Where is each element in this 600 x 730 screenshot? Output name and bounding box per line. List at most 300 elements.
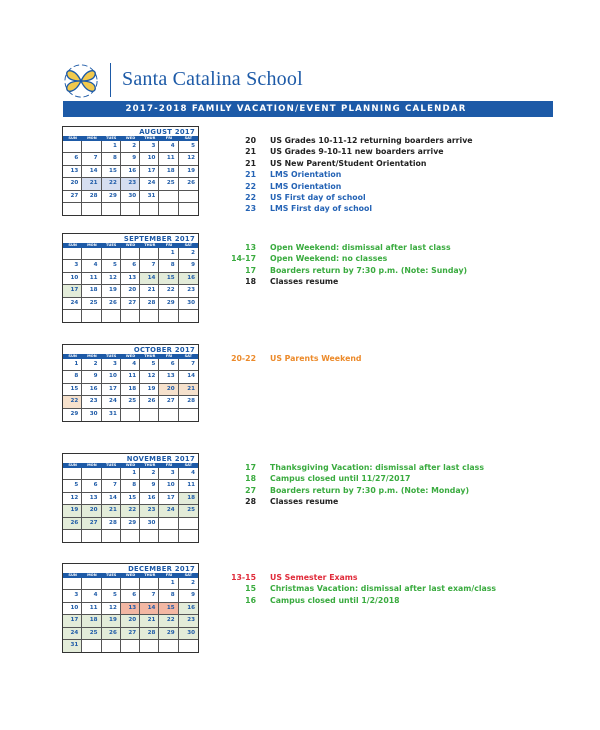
empty-day-cell — [82, 203, 101, 215]
empty-day-cell — [159, 191, 178, 203]
day-cell: 22 — [102, 178, 121, 190]
event-text: Open Weekend: no classes — [270, 254, 388, 264]
event-list — [222, 242, 467, 288]
day-cell: 22 — [121, 505, 140, 517]
day-cell: 14 — [82, 166, 101, 178]
weekday-label: SAT — [184, 573, 193, 577]
day-cell: 21 — [179, 384, 198, 396]
day-cell: 6 — [63, 153, 82, 165]
weekday-label: SAT — [184, 463, 193, 467]
event-item — [222, 353, 362, 364]
empty-day-cell — [159, 203, 178, 215]
day-cell: 23 — [179, 285, 198, 297]
day-cell: 29 — [63, 409, 82, 421]
day-cell: 30 — [121, 191, 140, 203]
day-cell: 9 — [179, 590, 198, 602]
empty-day-cell — [179, 518, 198, 530]
event-date: 13-15 — [231, 573, 256, 582]
event-item — [222, 496, 484, 507]
day-cell: 30 — [179, 298, 198, 310]
day-cell: 19 — [102, 285, 121, 297]
empty-day-cell — [82, 310, 101, 322]
day-cell: 12 — [63, 493, 82, 505]
day-cell: 1 — [102, 141, 121, 153]
calendar-title-banner — [63, 101, 553, 117]
month-calendar — [62, 126, 199, 216]
day-cell: 5 — [140, 359, 159, 371]
day-cell: 30 — [140, 518, 159, 530]
day-cell: 15 — [121, 493, 140, 505]
weekday-label: SUN — [68, 354, 77, 358]
empty-day-cell — [179, 530, 198, 542]
day-cell: 13 — [121, 273, 140, 285]
event-date: 20-22 — [231, 354, 256, 363]
empty-day-cell — [121, 248, 140, 260]
day-cell: 1 — [159, 578, 178, 590]
empty-day-cell — [82, 468, 101, 480]
day-cell: 9 — [140, 480, 159, 492]
day-cell: 4 — [82, 260, 101, 272]
event-item — [222, 146, 473, 157]
event-list — [222, 135, 473, 215]
day-cell: 6 — [121, 590, 140, 602]
day-cell: 11 — [82, 603, 101, 615]
event-text: Campus closed until 1/2/2018 — [270, 595, 400, 605]
empty-day-cell — [121, 310, 140, 322]
day-cell: 7 — [140, 590, 159, 602]
event-date: 22 — [245, 192, 256, 202]
day-cell: 2 — [179, 578, 198, 590]
weekday-label: SAT — [184, 354, 193, 358]
day-cell: 29 — [121, 518, 140, 530]
empty-day-cell — [102, 640, 121, 652]
weekday-label: MON — [87, 354, 97, 358]
day-cell: 19 — [179, 166, 198, 178]
event-item — [222, 583, 496, 594]
day-cell: 21 — [140, 615, 159, 627]
day-cell: 20 — [121, 285, 140, 297]
event-list — [222, 353, 362, 364]
weekday-label: MON — [87, 463, 97, 467]
day-cell: 14 — [140, 603, 159, 615]
month-calendar — [62, 453, 199, 543]
day-cell: 22 — [63, 396, 82, 408]
logo-divider — [110, 63, 111, 97]
day-cell: 29 — [102, 191, 121, 203]
day-cell: 3 — [140, 141, 159, 153]
event-text: Campus closed until 11/27/2017 — [270, 474, 411, 484]
day-grid — [63, 248, 198, 322]
day-cell: 10 — [63, 603, 82, 615]
event-item — [222, 169, 473, 180]
event-item — [222, 485, 484, 496]
day-cell: 7 — [102, 480, 121, 492]
event-date: 22 — [245, 181, 256, 191]
event-date: 18 — [245, 474, 256, 484]
day-cell: 13 — [121, 603, 140, 615]
day-cell: 2 — [140, 468, 159, 480]
event-item — [222, 242, 467, 253]
month-title: DECEMBER 2017 — [128, 565, 195, 573]
event-text: US New Parent/Student Orientation — [270, 158, 427, 168]
day-cell: 21 — [140, 285, 159, 297]
event-date: 21 — [245, 147, 256, 157]
day-cell: 20 — [82, 505, 101, 517]
empty-day-cell — [63, 248, 82, 260]
weekday-label: TUES — [105, 136, 117, 140]
school-name: Santa Catalina School — [122, 68, 303, 90]
empty-day-cell — [159, 409, 178, 421]
event-item — [222, 473, 484, 484]
day-cell: 3 — [102, 359, 121, 371]
weekday-label: SAT — [184, 243, 193, 247]
event-text: Thanksgiving Vacation: dismissal after last class — [270, 463, 484, 472]
day-cell: 14 — [102, 493, 121, 505]
day-cell: 18 — [179, 493, 198, 505]
day-cell: 4 — [121, 359, 140, 371]
day-cell: 16 — [179, 273, 198, 285]
event-item — [222, 572, 496, 583]
day-grid — [63, 141, 198, 215]
day-cell: 1 — [63, 359, 82, 371]
day-cell: 6 — [82, 480, 101, 492]
day-cell: 24 — [63, 628, 82, 640]
event-date: 23 — [245, 204, 256, 214]
day-cell: 20 — [63, 178, 82, 190]
empty-day-cell — [121, 640, 140, 652]
event-text: LMS First day of school — [270, 204, 373, 214]
day-cell: 8 — [159, 260, 178, 272]
day-cell: 22 — [159, 285, 178, 297]
day-cell: 26 — [102, 298, 121, 310]
empty-day-cell — [102, 468, 121, 480]
weekday-label: MON — [87, 573, 97, 577]
day-cell: 24 — [159, 505, 178, 517]
empty-day-cell — [140, 578, 159, 590]
event-item — [222, 203, 473, 214]
day-grid — [63, 578, 198, 652]
weekday-label: SUN — [68, 136, 77, 140]
weekday-label: TUES — [105, 463, 117, 467]
weekday-label: THUR — [144, 573, 156, 577]
event-date: 21 — [245, 158, 256, 168]
day-cell: 12 — [102, 603, 121, 615]
day-cell: 18 — [82, 285, 101, 297]
day-cell: 31 — [63, 640, 82, 652]
weekday-label: THUR — [144, 354, 156, 358]
event-text: Open Weekend: dismissal after last class — [270, 243, 451, 252]
day-cell: 16 — [121, 166, 140, 178]
day-cell: 25 — [179, 505, 198, 517]
day-cell: 30 — [179, 628, 198, 640]
weekday-label: TUES — [105, 354, 117, 358]
weekday-label: WED — [125, 573, 136, 577]
day-cell: 2 — [82, 359, 101, 371]
weekday-label: FRI — [165, 136, 173, 140]
event-date: 17 — [245, 463, 256, 472]
day-cell: 19 — [140, 384, 159, 396]
empty-day-cell — [159, 518, 178, 530]
day-cell: 10 — [159, 480, 178, 492]
empty-day-cell — [102, 248, 121, 260]
empty-day-cell — [63, 141, 82, 153]
empty-day-cell — [121, 530, 140, 542]
empty-day-cell — [121, 578, 140, 590]
event-item — [222, 192, 473, 203]
event-date: 13 — [245, 243, 256, 252]
event-item — [222, 595, 496, 606]
event-item — [222, 276, 467, 287]
empty-day-cell — [140, 310, 159, 322]
empty-day-cell — [140, 409, 159, 421]
day-cell: 4 — [82, 590, 101, 602]
weekday-label: THUR — [144, 136, 156, 140]
day-cell: 15 — [63, 384, 82, 396]
day-cell: 17 — [102, 384, 121, 396]
day-cell: 25 — [82, 298, 101, 310]
day-cell: 6 — [121, 260, 140, 272]
empty-day-cell — [102, 310, 121, 322]
weekday-label: WED — [125, 463, 136, 467]
day-cell: 21 — [82, 178, 101, 190]
empty-day-cell — [82, 248, 101, 260]
weekday-label: SUN — [68, 463, 77, 467]
empty-day-cell — [140, 640, 159, 652]
day-cell: 27 — [63, 191, 82, 203]
day-cell: 11 — [179, 480, 198, 492]
day-cell: 27 — [159, 396, 178, 408]
weekday-label: FRI — [165, 354, 173, 358]
quatrefoil-logo-icon — [62, 63, 100, 99]
empty-day-cell — [140, 248, 159, 260]
day-cell: 16 — [82, 384, 101, 396]
day-cell: 28 — [179, 396, 198, 408]
event-text: Boarders return by 7:30 p.m. (Note: Monday) — [270, 485, 470, 495]
day-cell: 15 — [159, 273, 178, 285]
day-cell: 31 — [102, 409, 121, 421]
event-text: Classes resume — [270, 277, 339, 287]
weekday-label: SUN — [68, 573, 77, 577]
day-cell: 17 — [63, 285, 82, 297]
day-grid — [63, 359, 198, 421]
empty-day-cell — [179, 203, 198, 215]
day-cell: 12 — [179, 153, 198, 165]
day-cell: 26 — [140, 396, 159, 408]
event-date: 17 — [245, 265, 256, 275]
day-cell: 12 — [140, 371, 159, 383]
day-cell: 5 — [179, 141, 198, 153]
empty-day-cell — [140, 530, 159, 542]
day-cell: 15 — [159, 603, 178, 615]
month-calendar — [62, 344, 199, 422]
event-date: 20 — [245, 136, 256, 145]
day-cell: 3 — [63, 260, 82, 272]
weekday-label: SAT — [184, 136, 193, 140]
day-cell: 28 — [82, 191, 101, 203]
weekday-label: WED — [125, 243, 136, 247]
event-date: 18 — [245, 277, 256, 287]
empty-day-cell — [179, 191, 198, 203]
empty-day-cell — [102, 203, 121, 215]
day-cell: 14 — [179, 371, 198, 383]
day-cell: 16 — [140, 493, 159, 505]
event-list — [222, 462, 484, 508]
day-cell: 10 — [63, 273, 82, 285]
empty-day-cell — [179, 310, 198, 322]
day-cell: 5 — [102, 590, 121, 602]
day-cell: 17 — [63, 615, 82, 627]
day-cell: 26 — [102, 628, 121, 640]
empty-day-cell — [179, 409, 198, 421]
day-cell: 23 — [179, 615, 198, 627]
day-cell: 8 — [102, 153, 121, 165]
banner-title: 2017-2018 FAMILY VACATION/EVENT PLANNING CALENDAR — [125, 104, 467, 114]
day-cell: 9 — [82, 371, 101, 383]
day-cell: 28 — [140, 628, 159, 640]
day-cell: 15 — [102, 166, 121, 178]
day-cell: 18 — [159, 166, 178, 178]
month-title: SEPTEMBER 2017 — [123, 235, 195, 243]
empty-day-cell — [102, 578, 121, 590]
empty-day-cell — [159, 310, 178, 322]
empty-day-cell — [82, 578, 101, 590]
event-text: LMS Orientation — [270, 181, 342, 191]
weekday-label: FRI — [165, 243, 173, 247]
day-cell: 13 — [63, 166, 82, 178]
day-cell: 8 — [121, 480, 140, 492]
day-cell: 5 — [63, 480, 82, 492]
event-text: Christmas Vacation: dismissal after last exam/class — [270, 584, 497, 594]
empty-day-cell — [63, 530, 82, 542]
day-cell: 4 — [179, 468, 198, 480]
event-text: US Parents Weekend — [270, 354, 362, 363]
day-cell: 17 — [159, 493, 178, 505]
day-cell: 5 — [102, 260, 121, 272]
empty-day-cell — [82, 141, 101, 153]
event-item — [222, 135, 473, 146]
day-cell: 21 — [102, 505, 121, 517]
event-item — [222, 181, 473, 192]
day-cell: 3 — [63, 590, 82, 602]
day-cell: 1 — [121, 468, 140, 480]
empty-day-cell — [102, 530, 121, 542]
day-cell: 7 — [82, 153, 101, 165]
event-text: US Grades 10-11-12 returning boarders arrive — [270, 136, 473, 145]
day-cell: 2 — [121, 141, 140, 153]
weekday-label: MON — [87, 243, 97, 247]
event-text: US Grades 9-10-11 new boarders arrive — [270, 147, 444, 157]
day-cell: 18 — [82, 615, 101, 627]
event-item — [222, 265, 467, 276]
empty-day-cell — [159, 530, 178, 542]
event-item — [222, 158, 473, 169]
empty-day-cell — [121, 409, 140, 421]
day-cell: 27 — [121, 628, 140, 640]
empty-day-cell — [63, 310, 82, 322]
weekday-label: FRI — [165, 573, 173, 577]
day-cell: 13 — [82, 493, 101, 505]
weekday-label: THUR — [144, 243, 156, 247]
empty-day-cell — [63, 578, 82, 590]
month-title: OCTOBER 2017 — [133, 346, 195, 354]
day-cell: 8 — [63, 371, 82, 383]
day-cell: 27 — [82, 518, 101, 530]
day-cell: 25 — [159, 178, 178, 190]
event-text: US Semester Exams — [270, 573, 358, 582]
day-cell: 24 — [102, 396, 121, 408]
month-title: NOVEMBER 2017 — [126, 455, 195, 463]
empty-day-cell — [159, 640, 178, 652]
day-cell: 8 — [159, 590, 178, 602]
weekday-label: WED — [125, 354, 136, 358]
day-cell: 23 — [121, 178, 140, 190]
event-date: 14-17 — [231, 254, 256, 264]
day-cell: 3 — [159, 468, 178, 480]
day-cell: 9 — [121, 153, 140, 165]
event-list — [222, 572, 496, 606]
event-date: 15 — [245, 584, 256, 594]
month-calendar — [62, 233, 199, 323]
event-date: 16 — [245, 595, 256, 605]
weekday-label: TUES — [105, 573, 117, 577]
day-cell: 13 — [159, 371, 178, 383]
day-cell: 20 — [121, 615, 140, 627]
empty-day-cell — [63, 468, 82, 480]
weekday-label: TUES — [105, 243, 117, 247]
month-calendar — [62, 563, 199, 653]
weekday-label: THUR — [144, 463, 156, 467]
day-cell: 2 — [179, 248, 198, 260]
day-cell: 29 — [159, 298, 178, 310]
day-cell: 27 — [121, 298, 140, 310]
day-cell: 28 — [140, 298, 159, 310]
event-item — [222, 253, 467, 264]
empty-day-cell — [63, 203, 82, 215]
day-cell: 11 — [159, 153, 178, 165]
event-text: LMS Orientation — [270, 170, 342, 180]
day-cell: 11 — [82, 273, 101, 285]
event-text: US First day of school — [270, 192, 366, 202]
day-cell: 17 — [140, 166, 159, 178]
day-cell: 25 — [121, 396, 140, 408]
day-grid — [63, 468, 198, 542]
day-cell: 12 — [102, 273, 121, 285]
day-cell: 10 — [102, 371, 121, 383]
month-title: AUGUST 2017 — [139, 128, 195, 136]
day-cell: 11 — [121, 371, 140, 383]
weekday-label: FRI — [165, 463, 173, 467]
day-cell: 26 — [179, 178, 198, 190]
day-cell: 4 — [159, 141, 178, 153]
day-cell: 24 — [63, 298, 82, 310]
day-cell: 23 — [82, 396, 101, 408]
event-text: Boarders return by 7:30 p.m. (Note: Sunday) — [270, 265, 468, 275]
day-cell: 22 — [159, 615, 178, 627]
day-cell: 23 — [140, 505, 159, 517]
day-cell: 30 — [82, 409, 101, 421]
day-cell: 18 — [121, 384, 140, 396]
day-cell: 31 — [140, 191, 159, 203]
event-date: 21 — [245, 170, 256, 180]
empty-day-cell — [179, 640, 198, 652]
day-cell: 7 — [140, 260, 159, 272]
day-cell: 24 — [140, 178, 159, 190]
day-cell: 9 — [179, 260, 198, 272]
day-cell: 19 — [102, 615, 121, 627]
empty-day-cell — [82, 530, 101, 542]
day-cell: 10 — [140, 153, 159, 165]
weekday-label: MON — [87, 136, 97, 140]
